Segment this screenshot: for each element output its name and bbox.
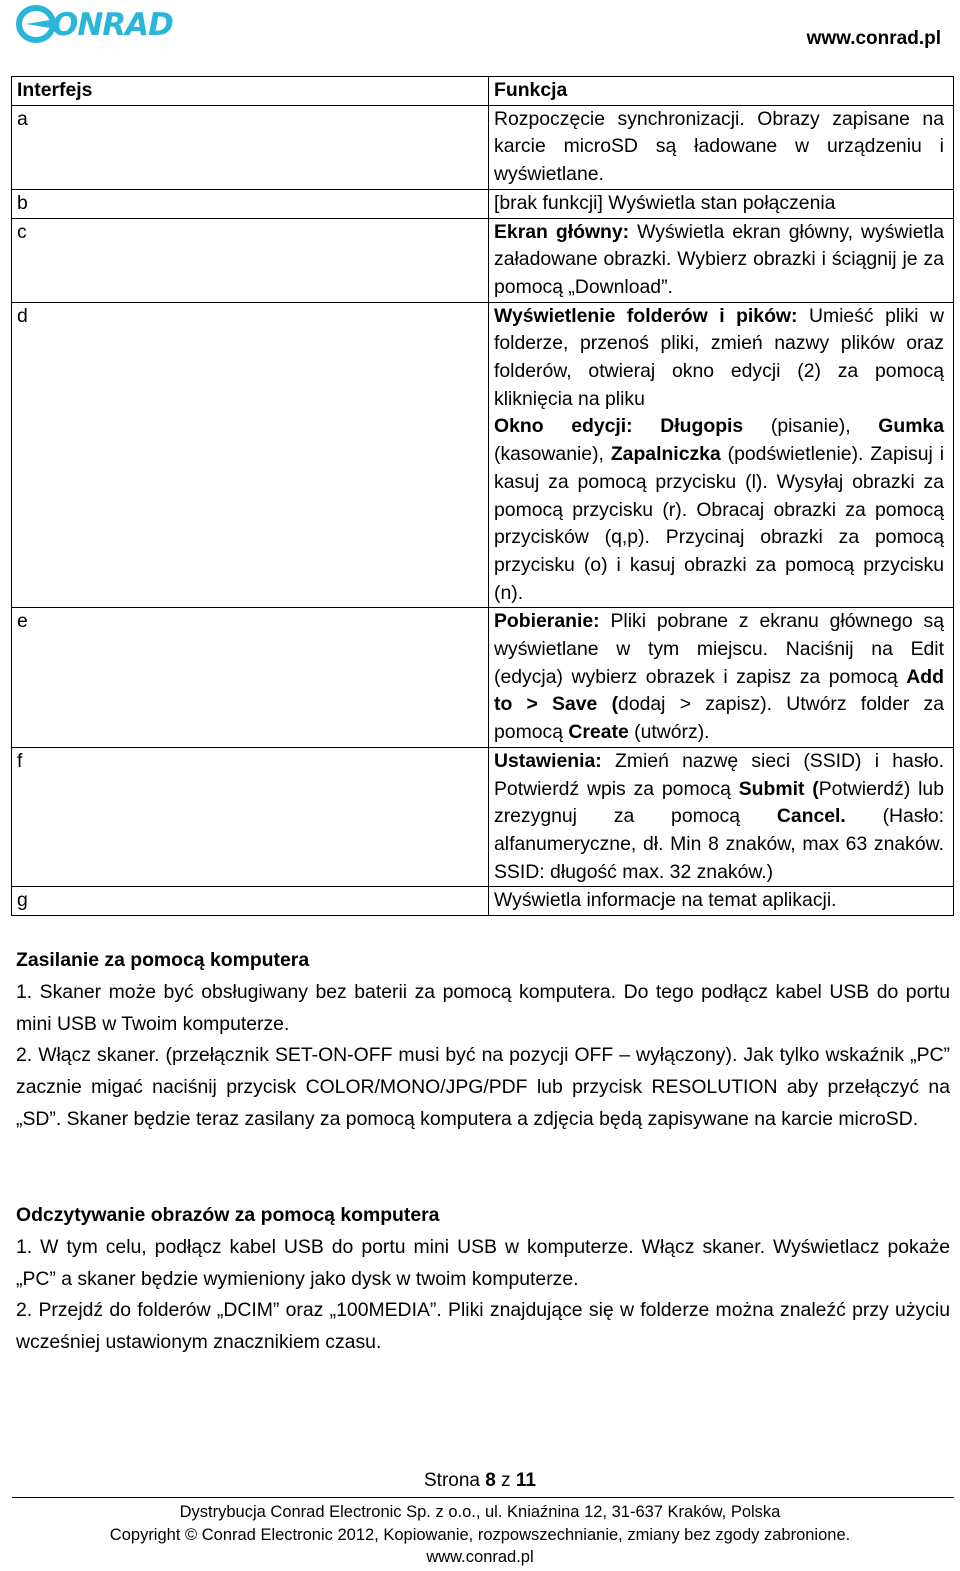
row-function bbox=[489, 218, 954, 302]
footer bbox=[0, 1501, 960, 1569]
page-separator: z bbox=[501, 1470, 511, 1491]
page-label: Strona bbox=[424, 1470, 480, 1491]
row-function-bold: Ekran główny: bbox=[494, 220, 630, 243]
row-function-bold: Wyświetlenie folderów i pików: bbox=[494, 304, 798, 327]
table-row bbox=[12, 608, 954, 748]
edit-window-bold: Zapalniczka bbox=[610, 443, 721, 466]
row-function: [brak funkcji] Wyświetla stan połączenia bbox=[489, 189, 954, 218]
footer-divider bbox=[12, 1497, 954, 1498]
row-key: a bbox=[12, 105, 489, 189]
section-title: Odczytywanie obrazów za pomocą komputera bbox=[16, 1204, 440, 1226]
row-key: e bbox=[12, 608, 489, 748]
conrad-logo-graphic bbox=[16, 2, 176, 44]
row-function-text: Wyświetla ekran główny, wyświetla załadowane obrazki. Wybierz obrazki i ściągnij je za pomocą „Download”. bbox=[494, 220, 944, 298]
svg-text:ONRAD: ONRAD bbox=[52, 7, 173, 43]
row-function bbox=[489, 302, 954, 608]
row-key: d bbox=[12, 302, 489, 608]
site-url[interactable]: www.conrad.pl bbox=[806, 28, 941, 49]
row-function-text: Umieść pliki w folderze, przenoś pliki, zmień nazwy plików oraz folderów, otwieraj okno edycji (2) za pomocą kliknięcia na pliku bbox=[494, 304, 944, 410]
edit-window-bold: Gumka bbox=[878, 415, 945, 438]
interface-function-table bbox=[11, 76, 954, 916]
table-row bbox=[12, 189, 954, 218]
row-key: g bbox=[12, 887, 489, 916]
edit-window-bold: Okno edycji: Długopis bbox=[494, 415, 744, 438]
table-row bbox=[12, 218, 954, 302]
row-function-bold: Add to > Save ( bbox=[494, 665, 944, 716]
row-function-text: Potwierdź) lub zrezygnuj za pomocą bbox=[494, 777, 944, 828]
edit-window-text: (pisanie), bbox=[743, 415, 879, 438]
read-section bbox=[16, 1200, 950, 1359]
row-function: Wyświetla informacje na temat aplikacji. bbox=[489, 887, 954, 916]
row-function-text: (Hasło: alfanumeryczne, dł. Min 8 znaków, max 63 znaków. SSID: długość max. 32 znaków.) bbox=[494, 805, 944, 883]
footer-url[interactable]: www.conrad.pl bbox=[426, 1548, 534, 1566]
section-paragraph: 2. Włącz skaner. (przełącznik SET-ON-OFF musi być na pozycji OFF – wyłączony). Jak tylko wskaźnik „PC” zacznie migać naciśnij przycisk COLOR/MONO/JPG/PDF lub przycisk RESOLUTION aby przełączyć na „SD”. Skaner będzie teraz zasilany za pomocą komputera a zdjęcia będą zapisywane na karcie microSD. bbox=[16, 1044, 950, 1130]
row-key: c bbox=[12, 218, 489, 302]
row-function-bold: Ustawienia: bbox=[494, 749, 602, 772]
page-number bbox=[0, 1470, 960, 1492]
edit-window-paragraph bbox=[494, 413, 944, 607]
column-header-function: Funkcja bbox=[489, 77, 954, 106]
footer-distribution: Dystrybucja Conrad Electronic Sp. z o.o., ul. Kniaźnina 12, 31-637 Kraków, Polska bbox=[179, 1503, 781, 1521]
table-row bbox=[12, 105, 954, 189]
table-row bbox=[12, 887, 954, 916]
page-current: 8 bbox=[485, 1470, 496, 1491]
edit-window-text: (kasowanie), bbox=[494, 443, 611, 466]
section-paragraph: 2. Przejdź do folderów „DCIM” oraz „100MEDIA”. Pliki znajdujące się w folderze można znaleźć przy użyciu wcześniej ustawionym znacznikiem czasu. bbox=[16, 1299, 950, 1354]
table-row bbox=[12, 747, 954, 887]
power-section bbox=[16, 945, 950, 1136]
row-function-bold: Cancel. bbox=[776, 805, 846, 828]
row-function: Rozpoczęcie synchronizacji. Obrazy zapisane na karcie microSD są ładowane w urządzeniu i wyświetlane. bbox=[489, 105, 954, 189]
row-function-text: (utwórz). bbox=[628, 721, 710, 744]
row-function-text: Zmień nazwę sieci (SSID) i hasło. Potwierdź wpis za pomocą bbox=[494, 749, 944, 800]
row-key: b bbox=[12, 189, 489, 218]
section-paragraph: 1. W tym celu, podłącz kabel USB do portu mini USB w komputerze. Włącz skaner. Wyświetlacz pokaże „PC” a skaner będzie wymieniony jako dysk w twoim komputerze. bbox=[16, 1235, 950, 1290]
section-paragraph: 1. Skaner może być obsługiwany bez baterii za pomocą komputera. Do tego podłącz kabel USB do portu mini USB w Twoim komputerze. bbox=[16, 980, 950, 1035]
row-function bbox=[489, 747, 954, 887]
row-function-bold: Submit ( bbox=[738, 777, 819, 800]
row-key: f bbox=[12, 747, 489, 887]
page-total: 11 bbox=[515, 1470, 536, 1491]
section-title: Zasilanie za pomocą komputera bbox=[16, 949, 310, 971]
conrad-logo bbox=[16, 2, 176, 44]
row-function-paragraph bbox=[494, 303, 944, 414]
column-header-interface: Interfejs bbox=[12, 77, 489, 106]
row-function-bold: Pobieranie: bbox=[494, 610, 600, 633]
row-function bbox=[489, 608, 954, 748]
edit-window-text: (podświetlenie). Zapisuj i kasuj za pomocą przycisku (l). Wysyłaj obrazki za pomocą przycisku (r). Obracaj obrazki za pomocą przycisków (q,p). Przycinaj obrazki za pomocą przycisku (o) i kasuj obrazki za pomocą przycisku (n). bbox=[494, 443, 945, 604]
row-function-bold: Create bbox=[568, 721, 629, 744]
table-header-row bbox=[12, 77, 954, 106]
footer-copyright: Copyright © Conrad Electronic 2012, Kopiowanie, rozpowszechnianie, zmiany bez zgody zabronione. bbox=[109, 1525, 851, 1544]
table-row bbox=[12, 302, 954, 608]
row-function-text: Pliki pobrane z ekranu głównego są wyświetlane w tym miejscu. Naciśnij na Edit (edycja) wybierz obrazek i zapisz za pomocą bbox=[494, 610, 944, 688]
row-function-text: dodaj > zapisz). Utwórz folder za pomocą bbox=[494, 693, 945, 744]
